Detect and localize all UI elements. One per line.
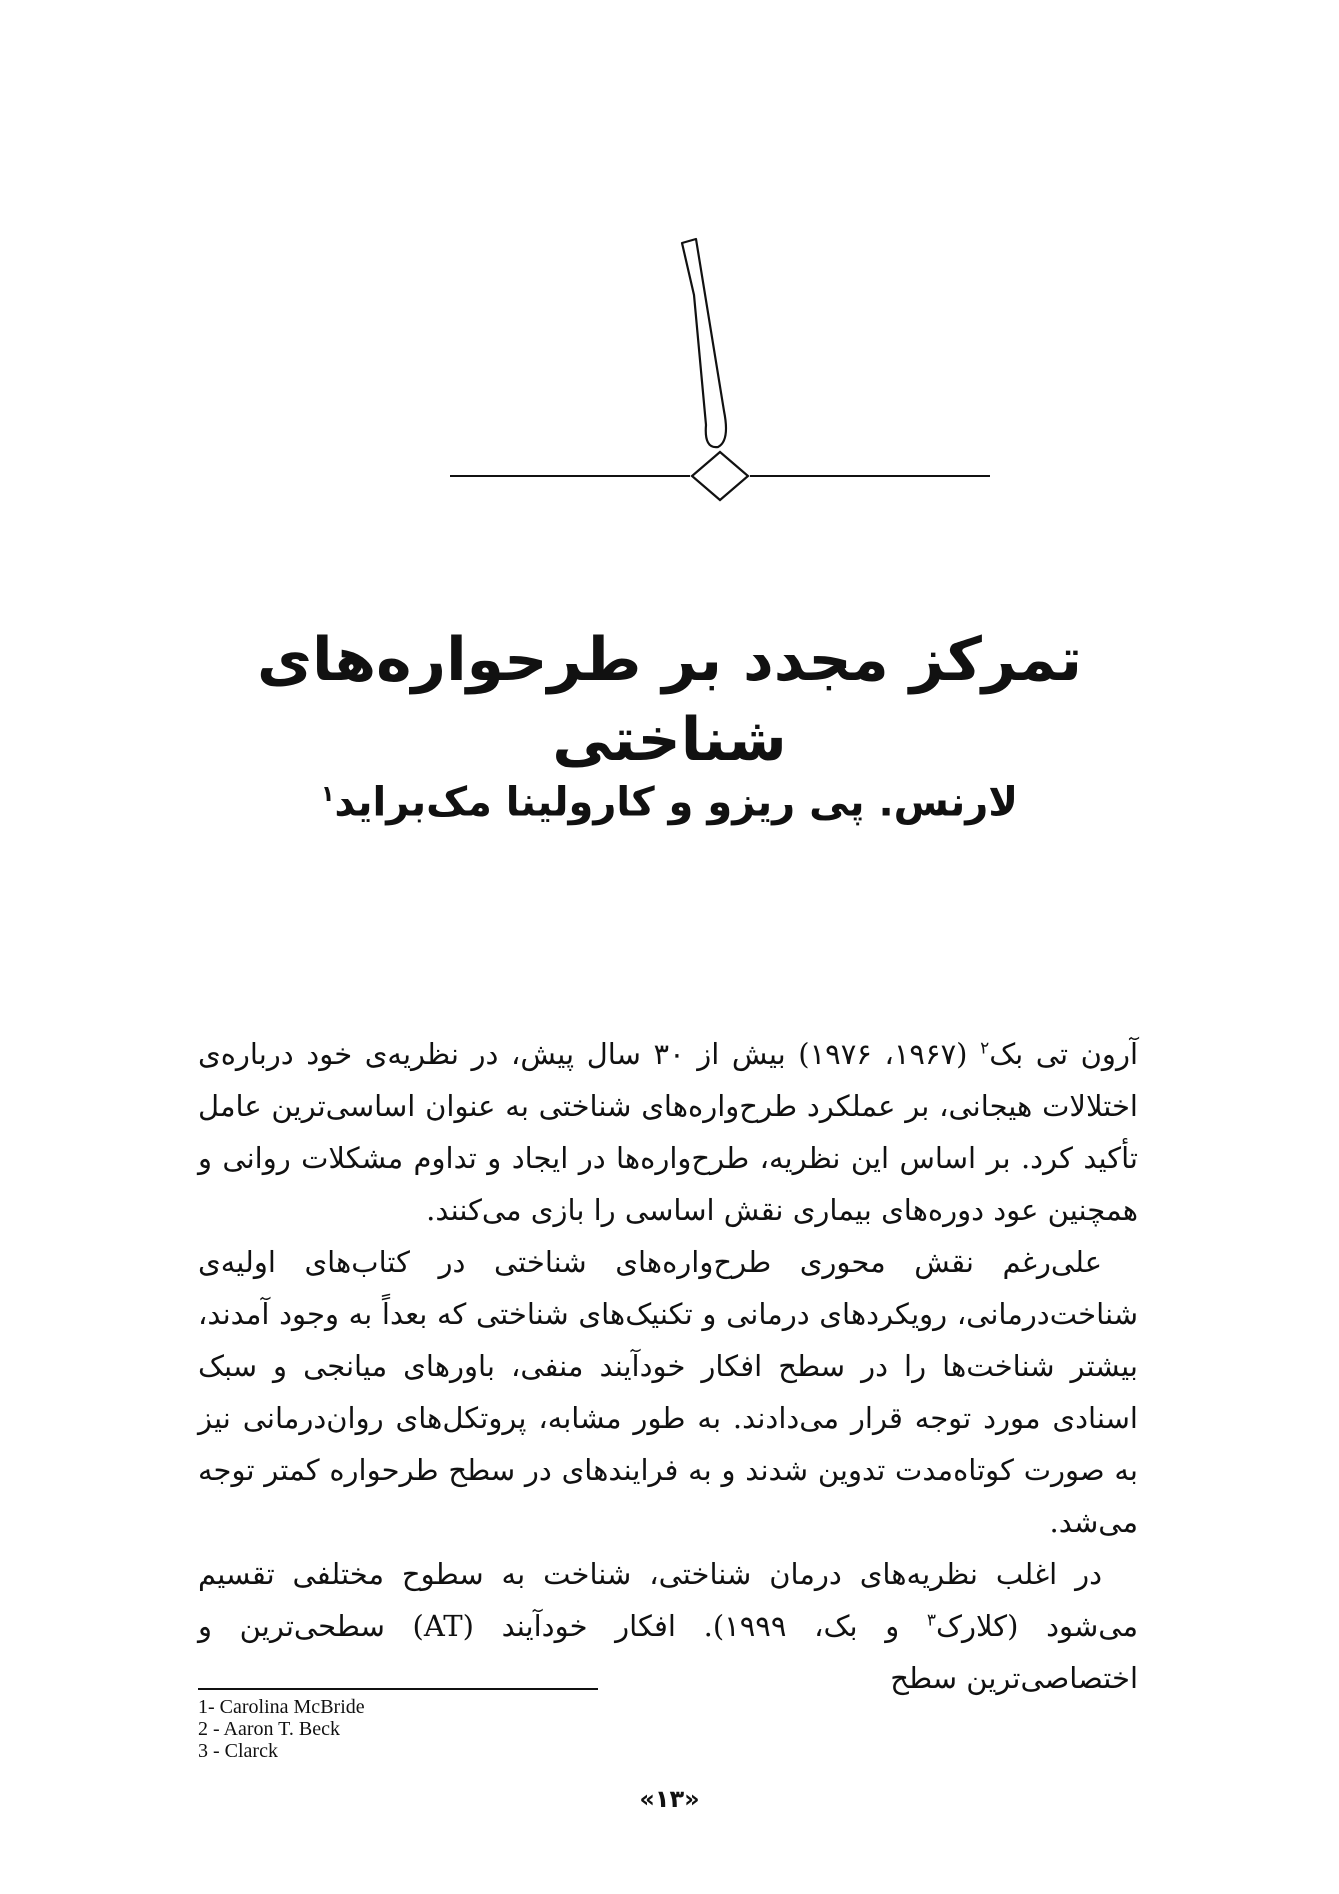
page-number: «۱۳» <box>639 1785 700 1813</box>
footnote-1: 1- Carolina McBride <box>198 1696 365 1718</box>
diamond-icon <box>692 452 748 500</box>
paragraph-2: علی‌رغم نقش محوری طرح‌واره‌های شناختی در کتاب‌های اولیه‌ی شناخت‌درمانی، رویکردهای درمانی و تکنیک‌های شناختی که بعداً به وجود آمدند، بیشتر شناخت‌ها را در سطح افکار خودآیند منفی، باورهای میانجی و سبک اسنادی مورد توجه قرار می‌دادند. به طور مشابه، پروتکل‌های روان‌درمانی نیز به صورت کوتاه‌مدت تدوین شدند و به فرایندهای در سطح طرحواره کمتر توجه می‌شد. <box>198 1245 1138 1539</box>
paragraph-3-text-a: در اغلب نظریه‌های درمان شناختی، شناخت به سطوح مختلفی تقسیم می‌شود (کلارک <box>198 1557 1138 1643</box>
paragraph-1-text-b: (۱۹۶۷، ۱۹۷۶) بیش از ۳۰ سال پیش، در نظریه‌ی خود درباره‌ی اختلالات هیجانی، بر عملکرد طرح‌واره‌های شناختی به عنوان اساسی‌ترین عامل تأکید کرد. بر اساس این نظریه، طرح‌واره‌ها در ایجاد و تداوم مشکلات روانی و همچنین عود دوره‌های بیماری نقش اساسی را بازی می‌کنند. <box>198 1037 1138 1227</box>
divider-ornament <box>450 450 990 502</box>
body-text <box>198 1028 1138 1704</box>
footnote-ref-3: ۳ <box>926 1610 937 1631</box>
paragraph-1 <box>198 1028 1138 1236</box>
footnote-ref-2: ۲ <box>980 1038 990 1059</box>
chapter-title: تمرکز مجدد بر طرحواره‌های شناختی <box>257 625 1082 775</box>
chapter-numeral-one <box>660 235 760 450</box>
paragraph-3 <box>198 1548 1138 1704</box>
paragraph-3-text-b: و بک، ۱۹۹۹). افکار خودآیند (AT) سطحی‌ترین و اختصاصی‌ترین سطح <box>198 1609 1138 1695</box>
paragraph-1-text-a: آرون تی بک <box>989 1037 1139 1071</box>
footnote-separator <box>198 1688 598 1690</box>
chapter-authors <box>160 765 1179 832</box>
footnote-2: 2 - Aaron T. Beck <box>198 1718 341 1740</box>
footnotes <box>198 1696 365 1762</box>
authors-text: لارنس. پی ریزو و کارولینا مک‌براید <box>334 779 1019 826</box>
authors-footnote-ref: ۱ <box>320 782 335 807</box>
footnote-3: 3 - Clarck <box>198 1740 278 1762</box>
